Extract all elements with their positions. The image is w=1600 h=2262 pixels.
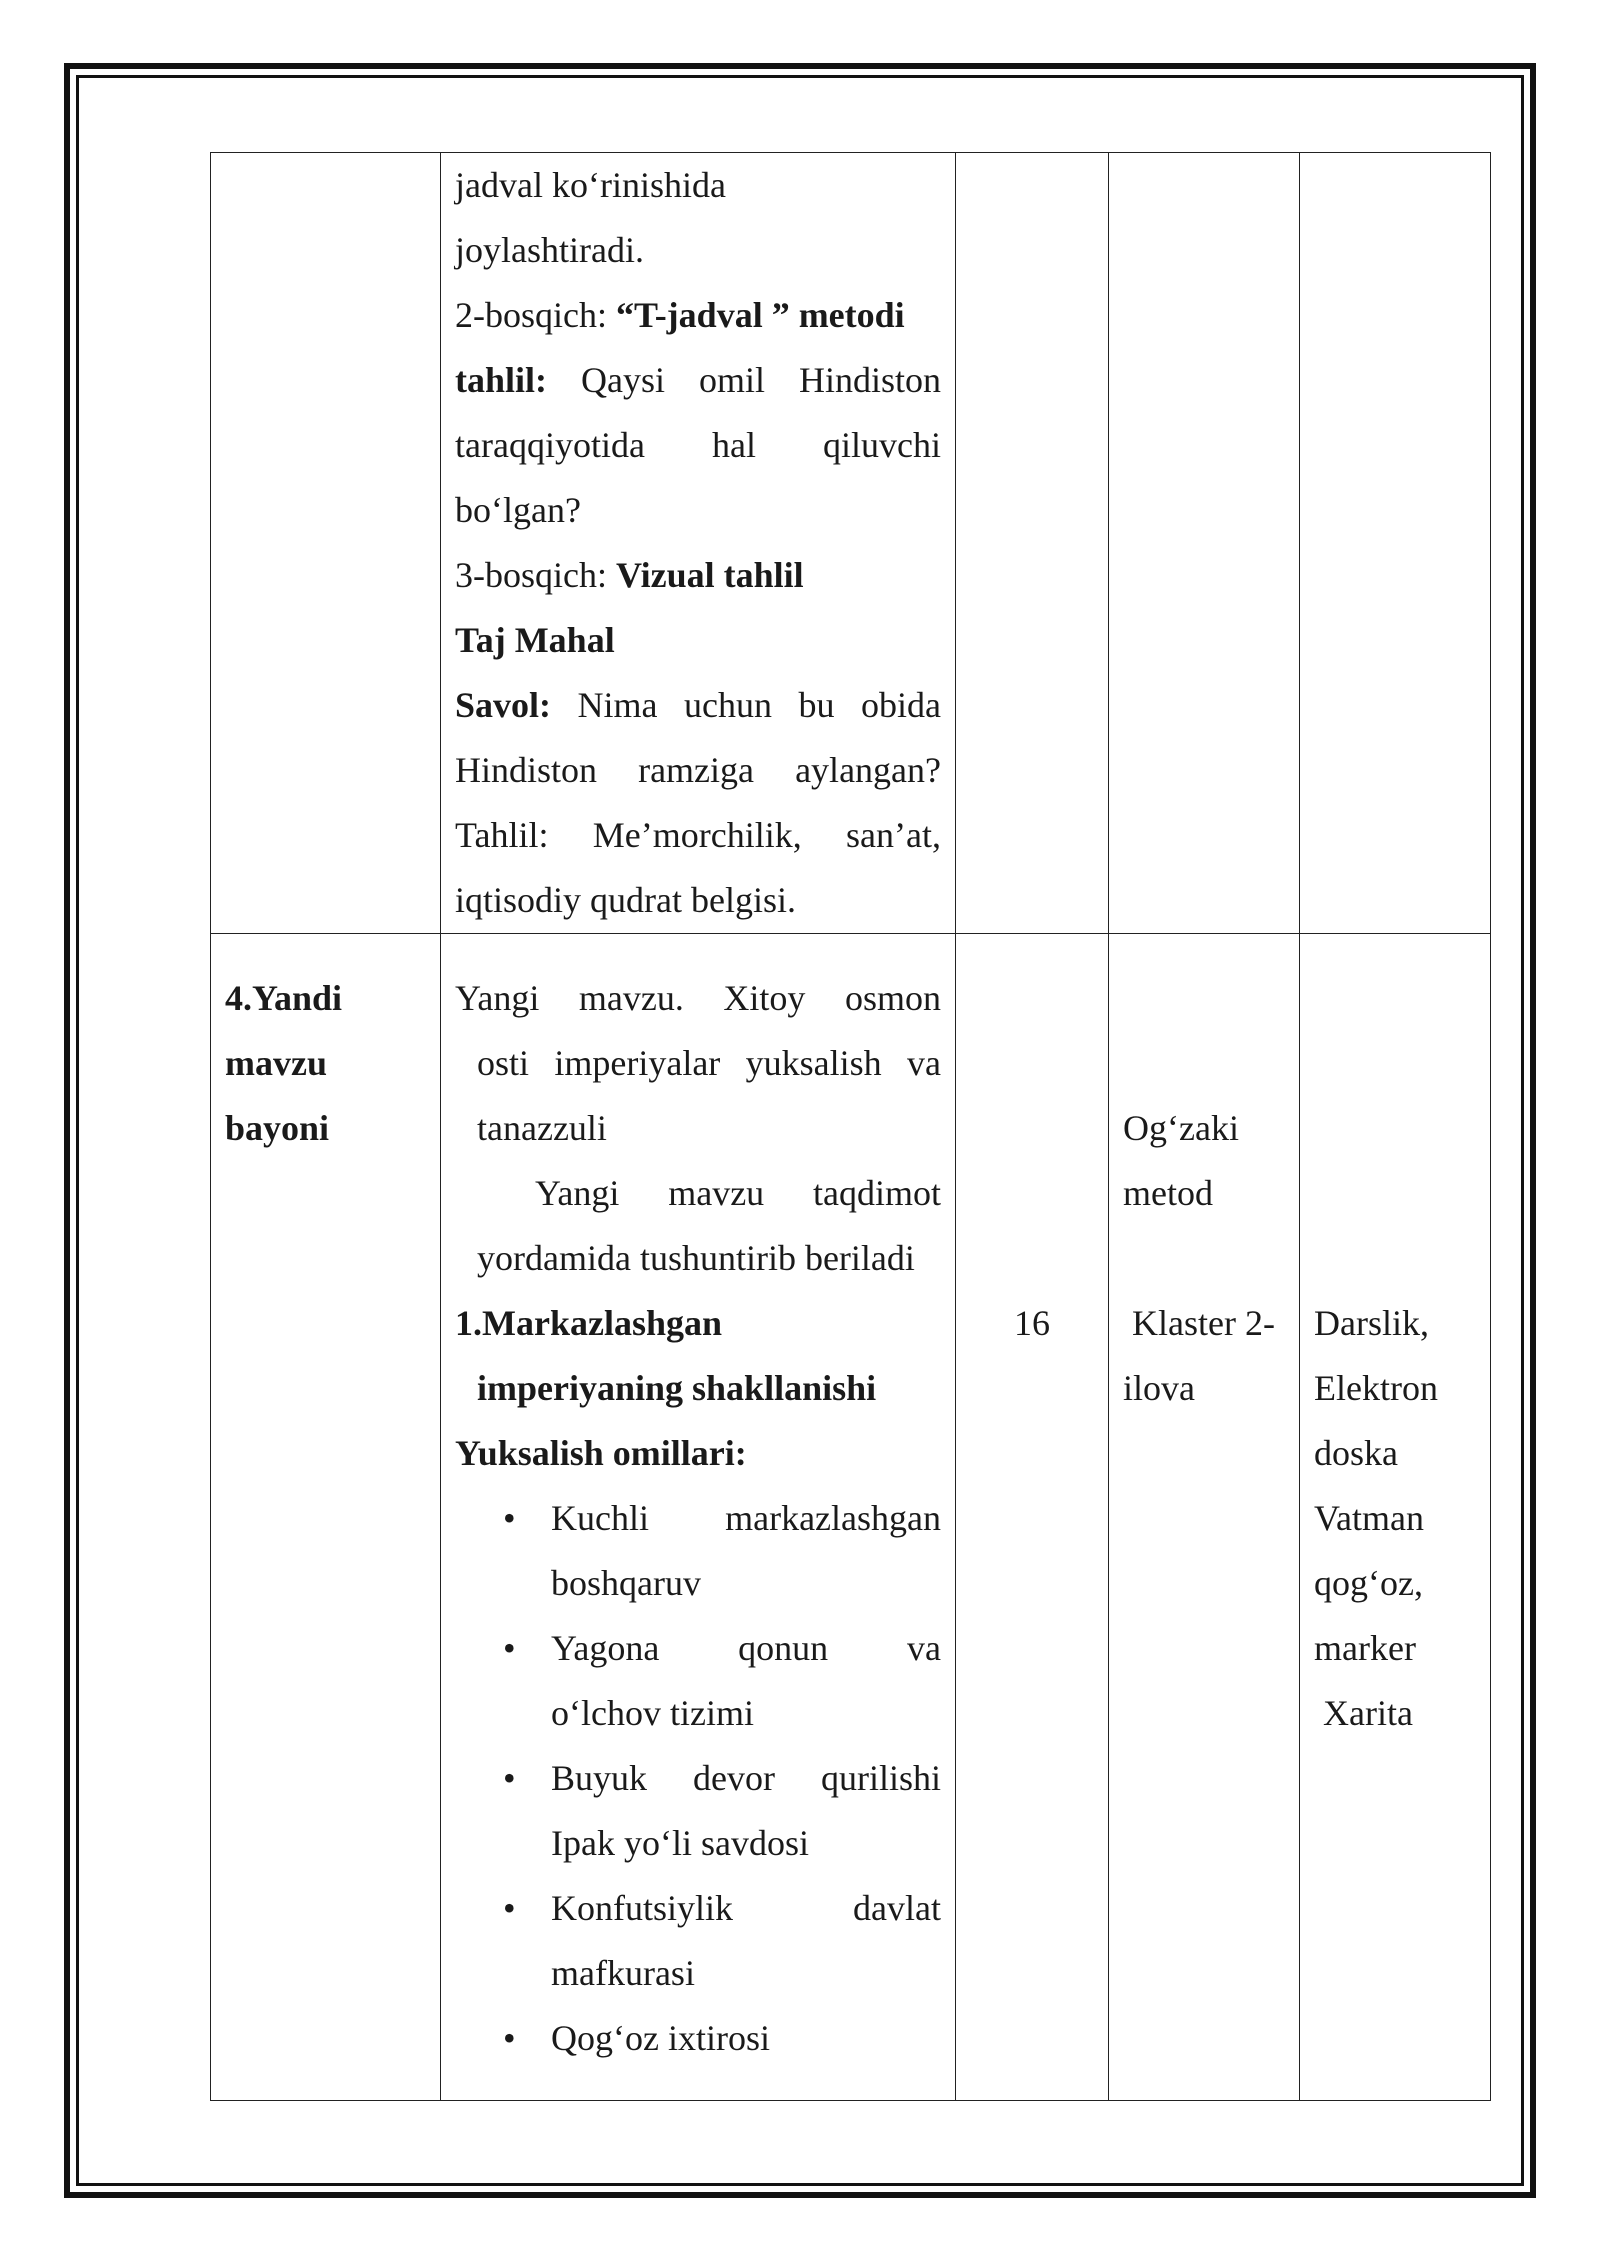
time-cell bbox=[956, 934, 1109, 2101]
list-item-text: Yagona qonun va bbox=[551, 1628, 941, 1668]
step3-title: Vizual tahlil bbox=[615, 555, 804, 595]
stage-title-line: 4.Yandi bbox=[225, 978, 343, 1018]
taj-mahal-label: Taj Mahal bbox=[455, 620, 615, 660]
bullet-icon: • bbox=[503, 1498, 516, 1538]
text-line: bo‘lgan? bbox=[455, 490, 581, 530]
list-item bbox=[503, 2006, 941, 2071]
list-item-text: Buyuk devor qurilishi bbox=[551, 1758, 941, 1798]
bullet-icon: • bbox=[503, 1628, 516, 1668]
content-cell bbox=[441, 934, 956, 2101]
list-item-text: Qog‘oz ixtirosi bbox=[551, 2018, 770, 2058]
text-line: Tahlil: Me’morchilik, san’at, bbox=[455, 815, 941, 855]
method-text: ilova bbox=[1123, 1368, 1195, 1408]
bullet-icon: • bbox=[503, 2018, 516, 2058]
method-text: Og‘zaki bbox=[1123, 1108, 1239, 1148]
method-text: metod bbox=[1123, 1173, 1213, 1213]
step2-analysis-label: tahlil: bbox=[455, 360, 548, 400]
list-item bbox=[503, 1486, 941, 1616]
new-topic-line: Yangi mavzu. Xitoy osmon bbox=[455, 978, 941, 1018]
table-row bbox=[211, 153, 1491, 934]
stage-cell bbox=[211, 934, 441, 2101]
list-item-text: Kuchli markazlashgan bbox=[551, 1498, 941, 1538]
list-item-text: mafkurasi bbox=[551, 1953, 695, 1993]
resource-text: Elektron bbox=[1314, 1368, 1438, 1408]
text-line: joylashtiradi. bbox=[455, 230, 644, 270]
stage-title-line: bayoni bbox=[225, 1108, 330, 1148]
question-label: Savol: bbox=[455, 685, 552, 725]
text-line: yordamida tushuntirib beriladi bbox=[477, 1238, 915, 1278]
factors-list bbox=[455, 1486, 941, 2071]
resource-text: Vatman bbox=[1314, 1498, 1424, 1538]
resource-text: qog‘oz, bbox=[1314, 1563, 1423, 1603]
resource-text: Darslik, bbox=[1314, 1303, 1429, 1343]
list-item bbox=[503, 1616, 941, 1746]
text-line: jadval ko‘rinishida bbox=[455, 165, 726, 205]
time-cell bbox=[956, 153, 1109, 934]
text-line: Hindiston ramziga aylangan? bbox=[455, 750, 941, 790]
stage-title bbox=[225, 966, 426, 1161]
text-line: taraqqiyotida hal qiluvchi bbox=[455, 425, 941, 465]
stage-cell bbox=[211, 153, 441, 934]
step2-question-line bbox=[455, 348, 941, 413]
text-line: Yangi mavzu taqdimot bbox=[535, 1173, 941, 1213]
list-item-text: Konfutsiylik davlat bbox=[551, 1888, 941, 1928]
bullet-icon: • bbox=[503, 1758, 516, 1798]
text-span: Nima uchun bu obida bbox=[551, 685, 941, 725]
list-item-text: boshqaruv bbox=[551, 1563, 701, 1603]
step2-line bbox=[455, 283, 941, 348]
stage-title-line: mavzu bbox=[225, 1043, 327, 1083]
text-span: 2-bosqich: bbox=[455, 295, 616, 335]
bullet-icon: • bbox=[503, 1888, 516, 1928]
taj-mahal-heading bbox=[455, 608, 941, 673]
resource-text: doska bbox=[1314, 1433, 1398, 1473]
method-cell bbox=[1109, 153, 1300, 934]
step3-line bbox=[455, 543, 941, 608]
list-item-text: o‘lchov tizimi bbox=[551, 1693, 754, 1733]
method-spacer bbox=[1123, 1226, 1285, 1291]
section-heading-text: 1.Markazlashgan bbox=[455, 1303, 723, 1343]
section-heading bbox=[455, 1291, 941, 1356]
table-row bbox=[211, 934, 1491, 2101]
section-heading-text: imperiyaning shakllanishi bbox=[477, 1368, 877, 1408]
resource-text: Xarita bbox=[1314, 1693, 1413, 1733]
method-text: Klaster 2- bbox=[1123, 1303, 1275, 1343]
time-value: 16 bbox=[1014, 1303, 1050, 1343]
resources-cell bbox=[1300, 153, 1491, 934]
factors-heading bbox=[455, 1421, 941, 1486]
list-item bbox=[503, 1876, 941, 2006]
factors-heading-text: Yuksalish omillari: bbox=[455, 1433, 747, 1473]
list-item-text: Ipak yo‘li savdosi bbox=[551, 1823, 809, 1863]
text-span: 3-bosqich: bbox=[455, 555, 616, 595]
resources-cell bbox=[1300, 934, 1491, 2101]
text-span: Qaysi omil Hindiston bbox=[547, 360, 941, 400]
text-line: iqtisodiy qudrat belgisi. bbox=[455, 880, 796, 920]
content-cell bbox=[441, 153, 956, 934]
step2-method-title: “T-jadval ” metodi bbox=[615, 295, 905, 335]
resource-text: marker bbox=[1314, 1628, 1416, 1668]
text-line: tanazzuli bbox=[477, 1108, 607, 1148]
list-item bbox=[503, 1746, 941, 1876]
section-heading bbox=[455, 1356, 941, 1421]
question-line bbox=[455, 673, 941, 738]
lesson-plan-table bbox=[210, 152, 1491, 2101]
text-line: osti imperiyalar yuksalish va bbox=[477, 1043, 941, 1083]
method-cell bbox=[1109, 934, 1300, 2101]
